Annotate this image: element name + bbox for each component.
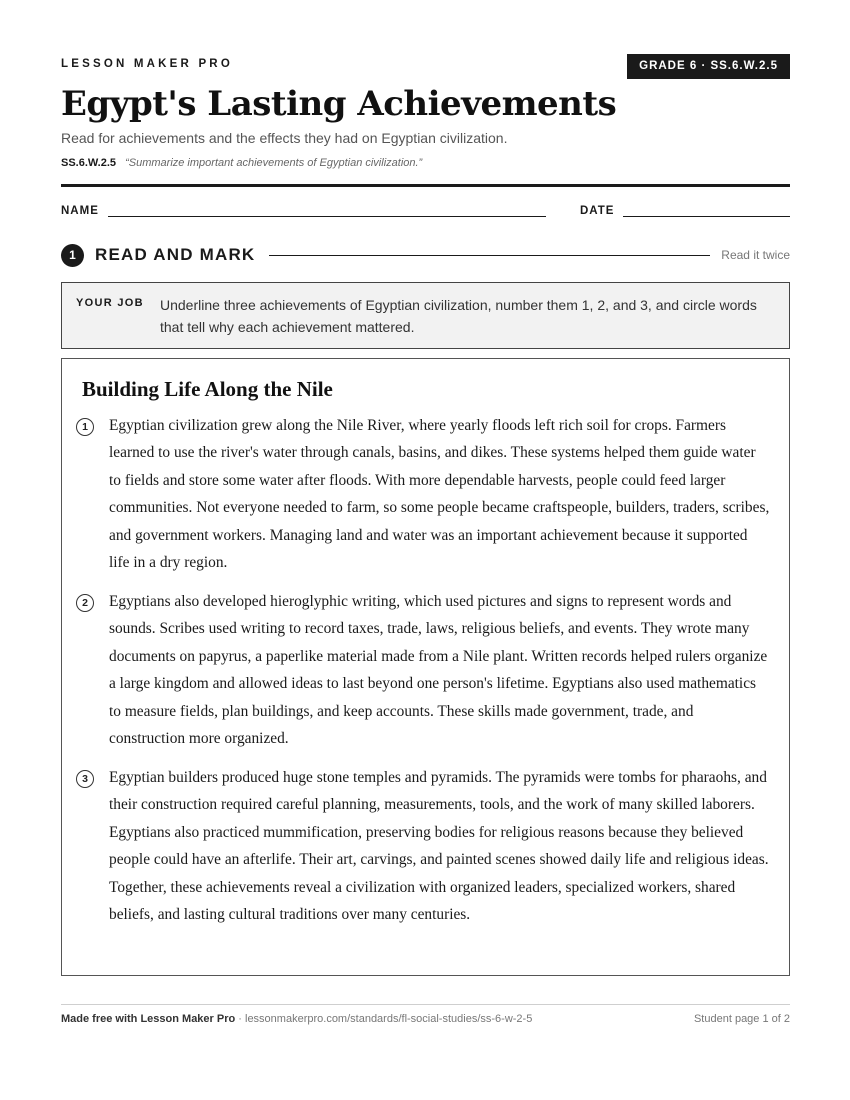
paragraph-number: 1 xyxy=(76,418,94,436)
your-job-instructions: Underline three achievements of Egyptian civilization, number them 1, 2, and 3, and circle words that tell why each achievement mattered. xyxy=(160,297,757,335)
standard-quote: “Summarize important achievements of Egyptian civilization.” xyxy=(125,157,423,169)
footer-brand: Made free with Lesson Maker Pro xyxy=(61,1013,236,1025)
paragraph-text[interactable]: Egyptian builders produced huge stone temples and pyramids. The pyramids were tombs for pharaohs, and their construction required careful planning, measurements, tools, and the work of many skilled laborers. Egyptians also practiced mummification, preserving bodies for religious reasons because they believed people could have an afterlife. Their art, carvings, and painted scenes showed daily life and religious ideas. Together, these achievements reveal a civilization with organized leaders, specialized workers, shared beliefs, and lasting cultural traditions over many centuries. xyxy=(109,769,769,924)
footer-separator: · xyxy=(235,1013,245,1025)
reading-passage xyxy=(61,358,790,976)
paragraph-number: 2 xyxy=(76,594,94,612)
name-label: NAME xyxy=(61,205,99,217)
date-field[interactable] xyxy=(623,216,790,217)
brand-name: LESSON MAKER PRO xyxy=(61,58,233,70)
your-job-box xyxy=(61,282,790,349)
header-divider xyxy=(61,184,790,187)
page-title: Egypt's Lasting Achievements xyxy=(61,84,617,124)
page-subtitle: Read for achievements and the effects they had on Egyptian civilization. xyxy=(61,130,508,146)
footer-divider xyxy=(61,1004,790,1005)
grade-badge: GRADE 6 · SS.6.W.2.5 xyxy=(627,54,790,79)
name-field[interactable] xyxy=(108,216,546,217)
paragraph-text[interactable]: Egyptians also developed hieroglyphic writing, which used pictures and signs to represent words and sounds. Scribes used writing to record taxes, trade, laws, religious beliefs, and events. They wrote many documents on papyrus, a paperlike material made from a Nile plant. Written records helped rulers organize a large kingdom and allowed ideas to last beyond one person's lifetime. Egyptians also used mathematics to measure fields, plan buildings, and keep accounts. These skills made government, trade, and construction more organized. xyxy=(109,593,768,748)
paragraph-text[interactable]: Egyptian civilization grew along the Nile River, where yearly floods left rich soil for crops. Farmers learned to use the river's water through canals, basins, and dikes. These systems helped them guide water to fields and store some water after floods. With more dependable harvests, people could feed larger communities. Not everyone needed to farm, so some people became craftspeople, builders, traders, scribes, and government workers. Managing land and water was an important achievement because it supported life in a dry region. xyxy=(109,417,770,572)
page-indicator: Student page 1 of 2 xyxy=(693,1013,790,1025)
section-title: READ AND MARK xyxy=(95,245,256,264)
section-note: Read it twice xyxy=(721,248,790,262)
paragraph-number: 3 xyxy=(76,770,94,788)
your-job-label: YOUR JOB xyxy=(76,297,144,309)
standard-line xyxy=(61,157,422,169)
standard-code: SS.6.W.2.5 xyxy=(61,157,117,169)
date-label: DATE xyxy=(580,205,615,217)
reading-title: Building Life Along the Nile xyxy=(82,377,333,401)
section-number-badge: 1 xyxy=(61,244,84,267)
footer-url[interactable]: lessonmakerpro.com/standards/fl-social-studies/ss-6-w-2-5 xyxy=(245,1013,533,1025)
footer-credit xyxy=(61,1013,532,1025)
section-divider xyxy=(269,255,710,256)
